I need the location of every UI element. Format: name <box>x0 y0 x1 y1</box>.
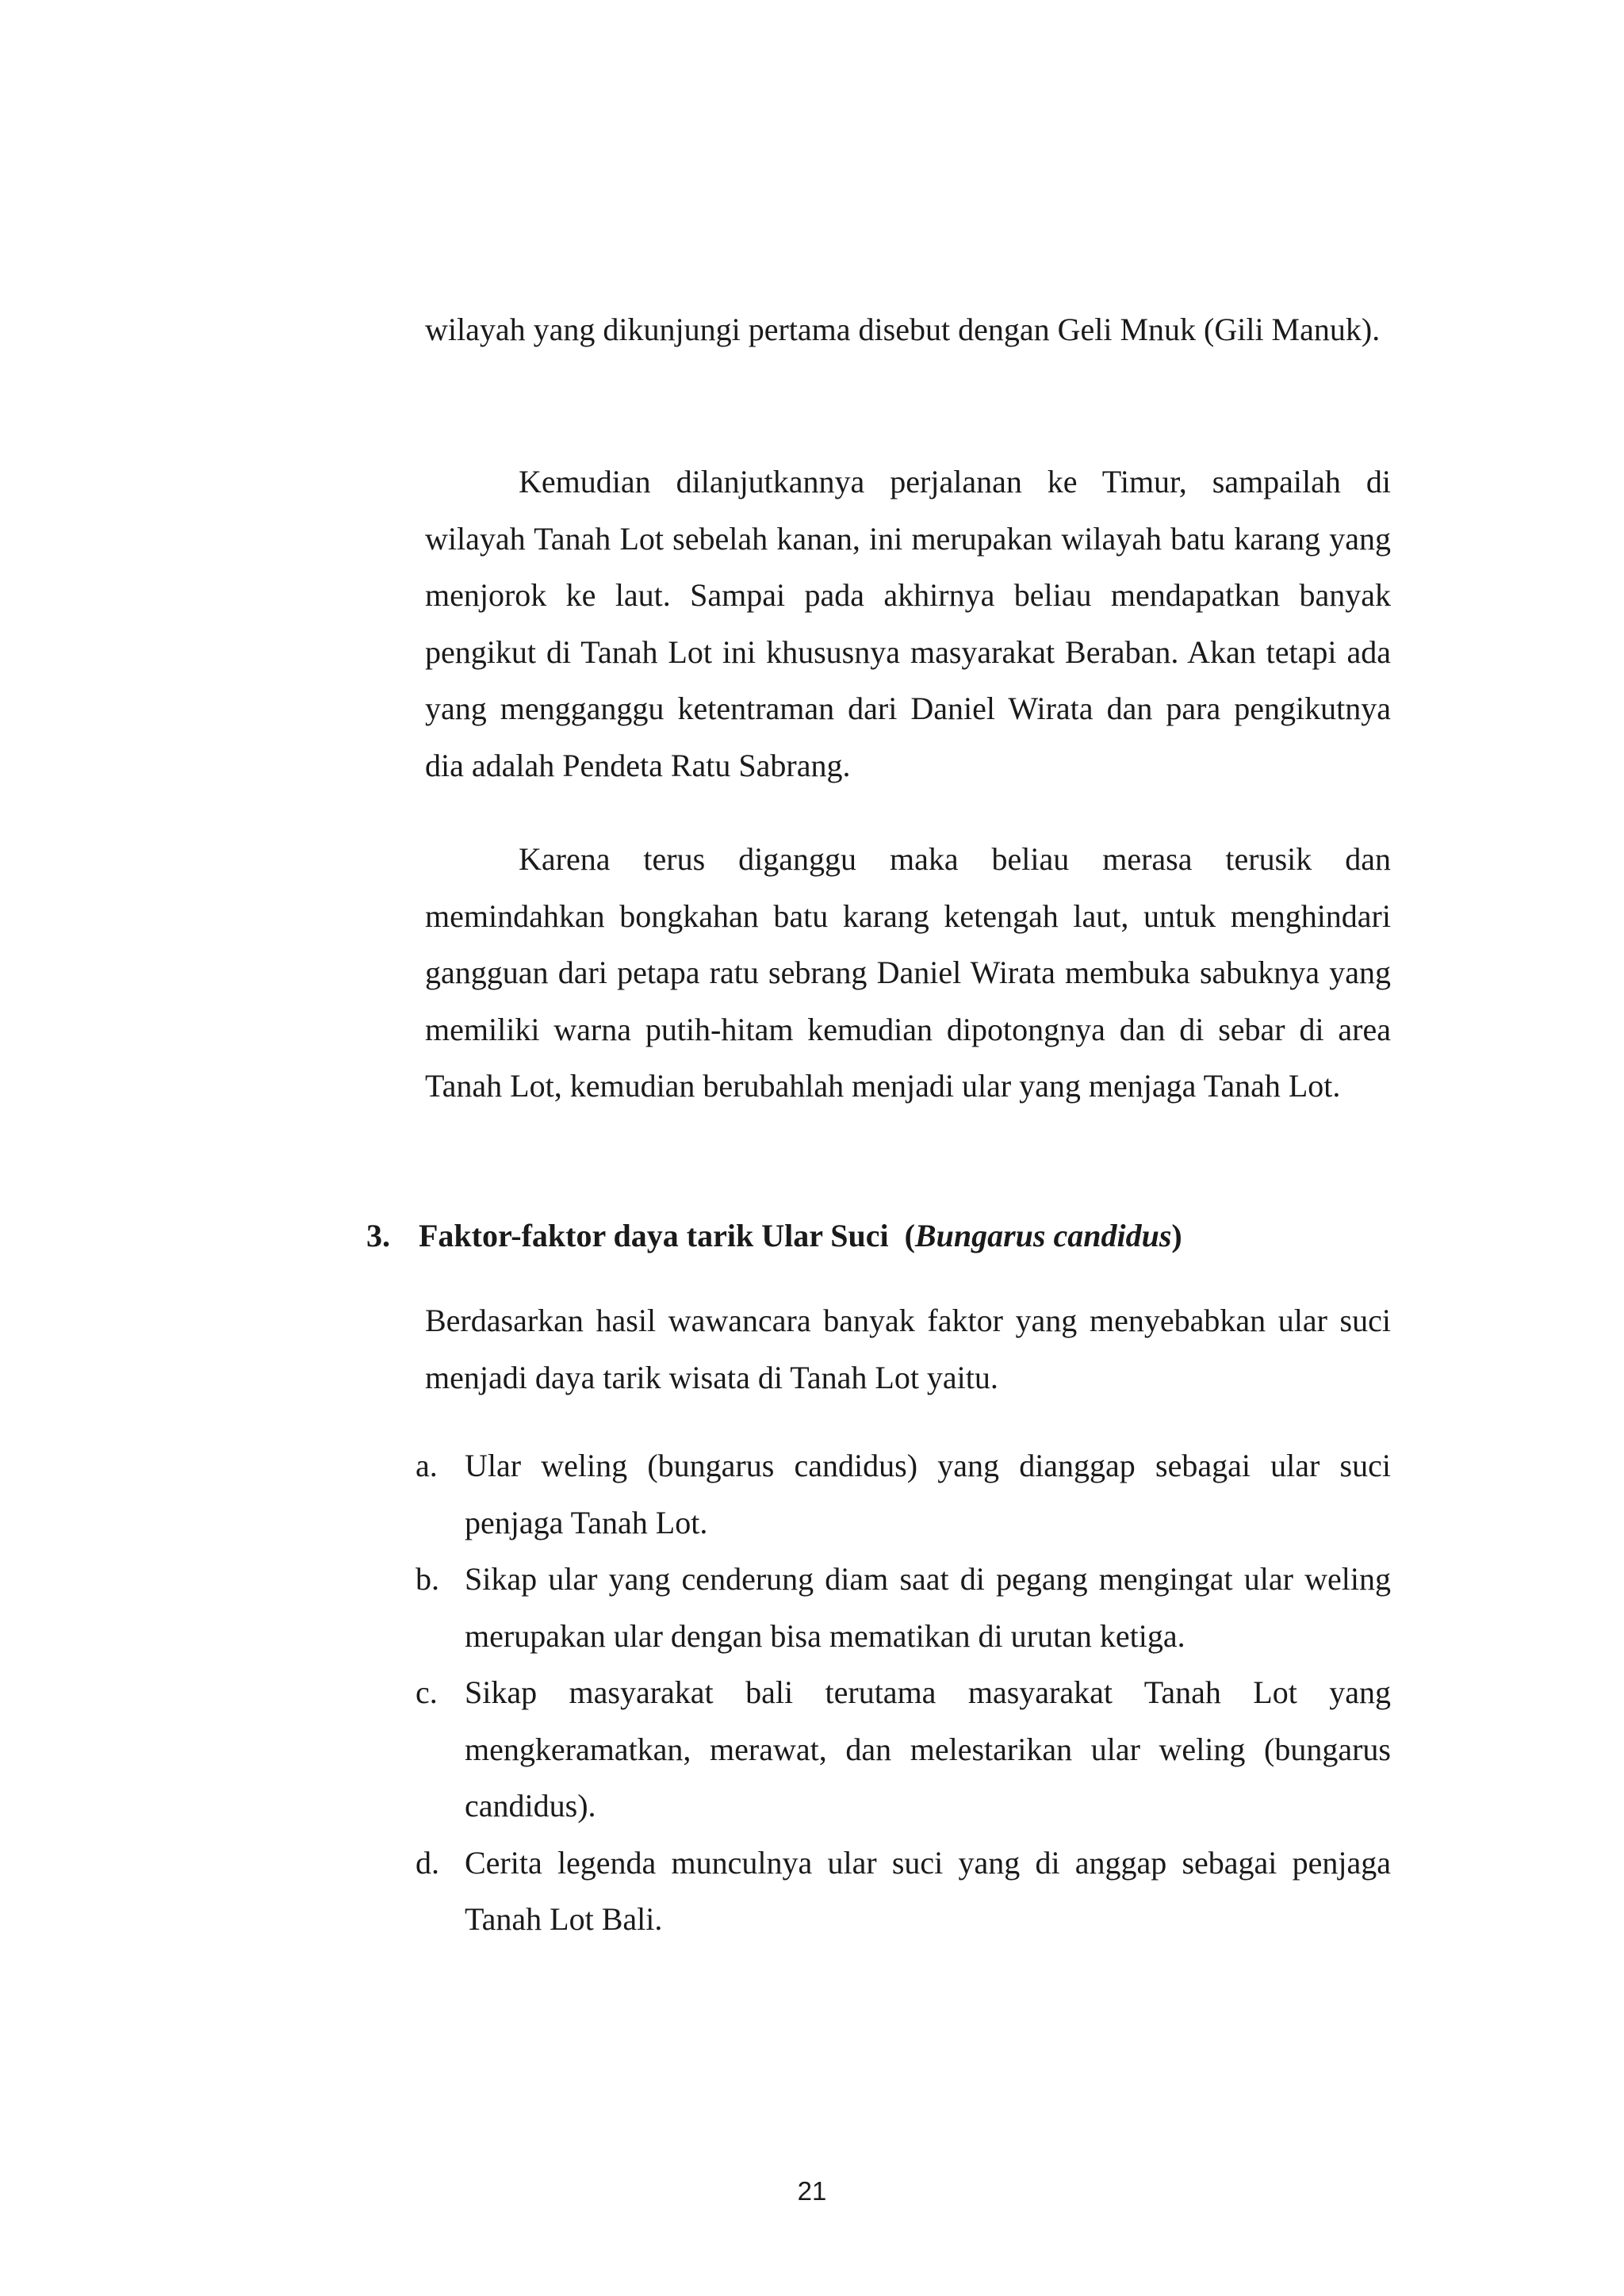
paragraph-2: Kemudian dilanjutkannya perjalanan ke Timur, sampailah di wilayah Tanah Lot sebelah kanan, ini merupakan wilayah batu karang yang menjorok ke laut. Sampai pada akhirnya beliau mendapatkan banyak pengikut di Tanah Lot ini khususnya masyarakat Beraban. Akan tetapi ada yang mengganggu ketentraman dari Daniel Wirata dan para pengikutnya dia adalah Pendeta Ratu Sabrang. <box>425 464 1391 783</box>
section-title-close-paren: ) <box>1171 1218 1182 1253</box>
factor-list <box>416 1437 1391 1948</box>
section-title: Faktor-faktor daya tarik Ular Suci <box>419 1218 889 1253</box>
list-item <box>416 1664 1391 1835</box>
list-item-text: Sikap masyarakat bali terutama masyarakat Tanah Lot yang mengkeramatkan, merawat, dan melestarikan ular weling (bungarus candidus). <box>465 1674 1391 1823</box>
list-marker: d. <box>416 1844 439 1881</box>
list-item <box>416 1835 1391 1948</box>
section-title-open-paren: ( <box>904 1218 915 1253</box>
list-item-text: Ular weling (bungarus candidus) yang dianggap sebagai ular suci penjaga Tanah Lot. <box>465 1448 1391 1540</box>
list-item-text: Cerita legenda munculnya ular suci yang di anggap sebagai penjaga Tanah Lot Bali. <box>465 1844 1391 1937</box>
paragraph-3: Karena terus diganggu maka beliau merasa terusik dan memindahkan bongkahan batu karang ketengah laut, untuk menghindari gangguan dari petapa ratu sebrang Daniel Wirata membuka sabuknya yang memiliki warna putih-hitam kemudian dipotongnya dan di sebar di area Tanah Lot, kemudian berubahlah menjadi ular yang menjaga Tanah Lot. <box>425 841 1391 1104</box>
page-number: 21 <box>797 2176 827 2206</box>
list-item <box>416 1437 1391 1551</box>
list-marker: c. <box>416 1674 438 1710</box>
list-item-text: Sikap ular yang cenderung diam saat di pegang mengingat ular weling merupakan ular dengan bisa mematikan di urutan ketiga. <box>465 1561 1391 1654</box>
section-heading <box>366 1207 1397 1265</box>
list-marker: a. <box>416 1448 438 1483</box>
section-number: 3. <box>366 1218 390 1253</box>
paragraph-1: wilayah yang dikunjungi pertama disebut dengan Geli Mnuk (Gili Manuk). <box>425 312 1381 347</box>
list-item <box>416 1551 1391 1664</box>
list-marker: b. <box>416 1561 439 1597</box>
section-title-scientific-name: Bungarus candidus <box>914 1218 1172 1253</box>
section-intro-paragraph: Berdasarkan hasil wawancara banyak faktor yang menyebabkan ular suci menjadi daya tarik wisata di Tanah Lot yaitu. <box>425 1303 1391 1395</box>
